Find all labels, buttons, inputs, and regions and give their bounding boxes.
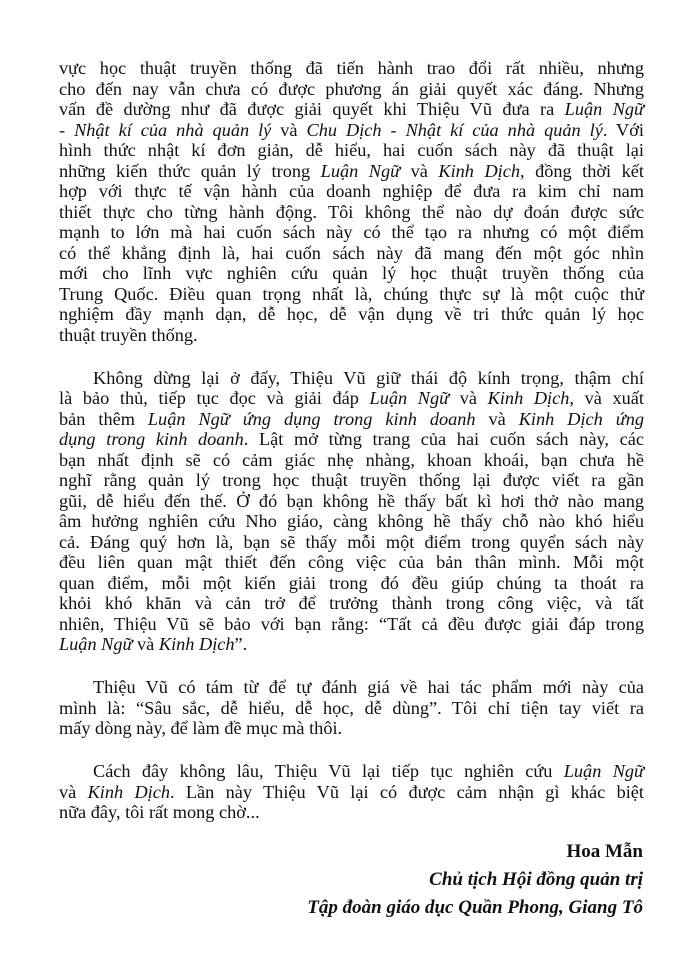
text-line — [59, 698, 644, 719]
italic-title-text: Kinh Dịch — [438, 160, 520, 181]
text-run: và — [400, 160, 439, 181]
italic-title-text: Luận Ngữ — [59, 634, 133, 654]
text-line — [59, 222, 644, 243]
text-run: . Lật mở từng trang của hai cuốn sách này, các — [243, 429, 644, 449]
text-run: Thiệu Vũ có tám từ để tự đánh giá về hai tác phẩm mới này của — [93, 677, 644, 697]
text-run: Cách đây không lâu, Thiệu Vũ lại tiếp tục nghiên cứu — [93, 761, 564, 781]
text-run: bản thêm — [59, 408, 148, 429]
document-body — [59, 58, 644, 845]
text-run: thuật truyền thống. — [59, 324, 198, 345]
text-run: thiết thực cho từng hành động. Tôi không thể nào dự đoán được sức — [59, 201, 644, 222]
italic-title-text: dụng trong kinh doanh — [59, 429, 244, 449]
italic-title-text: Kinh Dịch — [158, 634, 235, 654]
text-run: và — [271, 119, 307, 140]
text-run: nghĩ rằng quản lý trong học thuật truyền thống lại được viết ra gần — [59, 470, 644, 490]
text-line — [59, 120, 644, 141]
text-line — [59, 532, 644, 553]
text-line — [59, 58, 644, 79]
text-run: âm hưởng nghiên cứu Nho giáo, càng không hề thấy chỗ nào khó hiểu — [59, 511, 644, 531]
text-line — [59, 99, 644, 120]
text-run: những kiến thức quản lý trong — [59, 160, 321, 181]
text-line — [59, 491, 644, 512]
text-run: nhiên, Thiệu Vũ sẽ bảo với bạn rằng: “Tất cả đều được giải đáp trong — [59, 613, 644, 634]
text-run: vực học thuật truyền thống đã tiến hành trao đổi rất nhiều, nhưng — [59, 58, 644, 78]
text-run: có thể khẳng định là, hai cuốn sách này đã mang đến một góc nhìn — [59, 242, 644, 263]
text-run: là bảo thủ, tiếp tục đọc và giải đáp — [59, 388, 370, 408]
italic-title-text: Luận Ngữ — [564, 99, 645, 119]
text-run: và — [59, 781, 88, 802]
text-line — [59, 718, 644, 739]
italic-title-text: Chu Dịch - Nhật kí của nhà quản lý — [306, 119, 603, 140]
signature-block — [307, 838, 643, 922]
text-line — [59, 202, 644, 223]
text-line — [59, 284, 644, 305]
text-run: mình là: “Sâu sắc, dễ hiểu, dễ học, dễ dùng”. Tôi chỉ tiện tay viết ra — [59, 697, 644, 718]
text-run: cả. Đáng quý hơn là, bạn sẽ thấy mỗi một điểm trong quyển sách này — [59, 531, 644, 552]
text-run: , và xuất — [569, 388, 644, 408]
text-run: quan điểm, mỗi một kiến giải trong đó đều giúp chúng ta thoát ra — [59, 572, 644, 593]
text-run: và — [475, 408, 519, 429]
paragraph — [59, 58, 644, 345]
text-run: và — [449, 388, 488, 408]
text-line — [59, 263, 644, 284]
text-line — [59, 802, 644, 823]
signature-organization: Tập đoàn giáo dục Quần Phong, Giang Tô — [307, 897, 643, 918]
text-run: hợp với thực tế vận hành của doanh nghiệp để đưa ra kim chỉ nam — [59, 181, 644, 201]
text-line — [59, 634, 644, 655]
text-line — [59, 552, 644, 573]
text-run: , đồng thời kết — [519, 160, 644, 181]
text-run: mới cho lĩnh vực nghiên cứu quản lý học thuật truyền thống của — [59, 263, 644, 283]
text-run: Không dừng lại ở đấy, Thiệu Vũ giữ thái độ kính trọng, thậm chí — [93, 367, 644, 388]
paragraph — [59, 677, 644, 739]
italic-title-text: - Nhật kí của nhà quản lý — [59, 119, 272, 140]
text-line — [59, 450, 644, 471]
italic-title-text: Kinh Dịch — [487, 388, 570, 408]
text-line — [59, 243, 644, 264]
text-line — [59, 409, 644, 430]
text-line — [59, 677, 644, 698]
text-line — [59, 325, 644, 346]
text-run: ”. — [234, 634, 248, 654]
text-run: hình thức nhật kí đơn giản, dễ hiểu, hai cuốn sách này đã thuật lại — [59, 140, 644, 160]
text-line — [59, 429, 644, 450]
text-line — [59, 614, 644, 635]
text-line — [59, 593, 644, 614]
text-line — [59, 368, 644, 389]
text-line — [59, 140, 644, 161]
text-run: nghiệm đầy mạnh dạn, dễ học, dễ vận dụng về tri thức quản lý học — [59, 304, 644, 324]
text-line — [59, 304, 644, 325]
text-run: nữa đây, tôi rất mong chờ... — [59, 802, 260, 822]
italic-title-text: Luận Ngữ — [369, 388, 450, 408]
text-run: mấy dòng này, để làm đề mục mà thôi. — [59, 718, 343, 738]
signature-name: Hoa Mẫn — [566, 841, 643, 862]
text-run: bạn nhất định sẽ có cảm giác nhẹ nhàng, khoan khoái, bạn chưa hề — [59, 449, 644, 470]
text-run: . Lần này Thiệu Vũ lại có được cảm nhận gì khác biệt — [170, 781, 644, 802]
text-run: Trung Quốc. Điều quan trọng nhất là, chúng thực sự là một cuộc thử — [59, 283, 644, 304]
italic-title-text: Luận Ngữ — [563, 761, 644, 781]
text-line — [59, 79, 644, 100]
italic-title-text: Kinh Dịch ứng — [518, 408, 645, 429]
text-run: đều liên quan mật thiết đến công việc của bản thân mình. Mỗi một — [59, 552, 644, 572]
text-line — [59, 470, 644, 491]
paragraph — [59, 368, 644, 655]
text-line — [59, 782, 644, 803]
text-line — [59, 761, 644, 782]
text-run: gũi, dễ hiểu đến thế. Ở đó bạn không hề thấy bất kì hơi thở nào mang — [59, 490, 644, 511]
paragraph — [59, 761, 644, 823]
text-line — [59, 511, 644, 532]
signature-title: Chủ tịch Hội đồng quản trị — [429, 869, 643, 890]
text-run: cho đến nay vẫn chưa có được phương án giải quyết xác đáng. Nhưng — [59, 78, 644, 99]
text-line — [59, 161, 644, 182]
italic-title-text: Luận Ngữ — [320, 160, 401, 181]
text-line — [59, 573, 644, 594]
text-run: khỏi khó khăn và cản trở để trưởng thành trong công việc, và tất — [59, 593, 644, 613]
italic-title-text: Kinh Dịch — [87, 781, 170, 802]
italic-title-text: Luận Ngữ ứng dụng trong kinh doanh — [147, 408, 476, 429]
text-run: và — [132, 634, 159, 654]
text-run: vấn đề dường như đã được giải quyết khi Thiệu Vũ đưa ra — [59, 99, 565, 119]
text-run: . Với — [602, 119, 644, 140]
text-run: mạnh to lớn mà hai cuốn sách này có thể tạo ra nhưng có một điểm — [59, 222, 644, 242]
text-line — [59, 181, 644, 202]
text-line — [59, 388, 644, 409]
